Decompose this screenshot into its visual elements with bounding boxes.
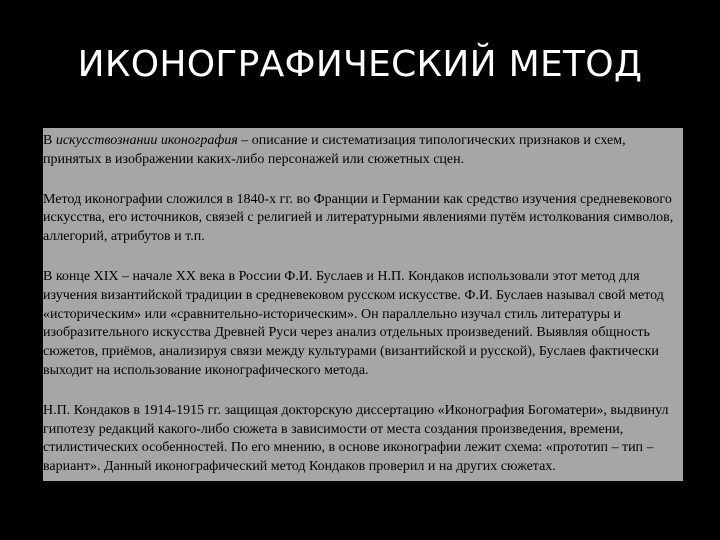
paragraph-kondakov: Н.П. Кондаков в 1914-1915 гг. защищая докторскую диссертацию «Иконография Богоматери», выдвинул гипотезу редакций какого-либо сюжета в зависимости от места создания произведения, времени, стилистических особенностей. По его мнению, в основе иконографии лежит схема: «прототип – тип – вариант». Данный иконографический метод Кондаков проверил и на других сюжетах. bbox=[43, 402, 669, 475]
slide-title: ИКОНОГРАФИЧЕСКИЙ МЕТОД bbox=[77, 44, 643, 85]
definition-prefix: В bbox=[43, 133, 56, 148]
paragraph-buslaev: В конце XIX – начале XX века в России Ф.И. Буслаев и Н.П. Кондаков использовали этот метод для изучения византийской традиции в средневековом русском искусстве. Ф.И. Буслаев называл свой метод «историческим» или «сравнительно-историческим». Он параллельно изучал стиль литературы и изобразительного искусства Древней Руси через анализ отдельных произведений. Выявляя общность сюжетов, приёмов, анализируя связи между культурами (византийской и русской), Буслаев фактически выходит на использование иконографического метода. bbox=[43, 268, 664, 378]
paragraph-definition bbox=[43, 132, 683, 170]
definition-term: искусствознании иконография bbox=[55, 133, 238, 148]
definition-text: – описание и систематизация типологических признаков и схем, принятых в изображении каких-либо персонажей или сюжетных сцен. bbox=[43, 133, 626, 167]
content-box bbox=[43, 128, 683, 481]
paragraph-origin: Метод иконографии сложился в 1840-х гг. во Франции и Германии как средство изучения средневекового искусства, его источников, связей с религией и литературными явлениями путём истолкования символов, аллегорий, атрибутов и т.п. bbox=[43, 191, 674, 245]
